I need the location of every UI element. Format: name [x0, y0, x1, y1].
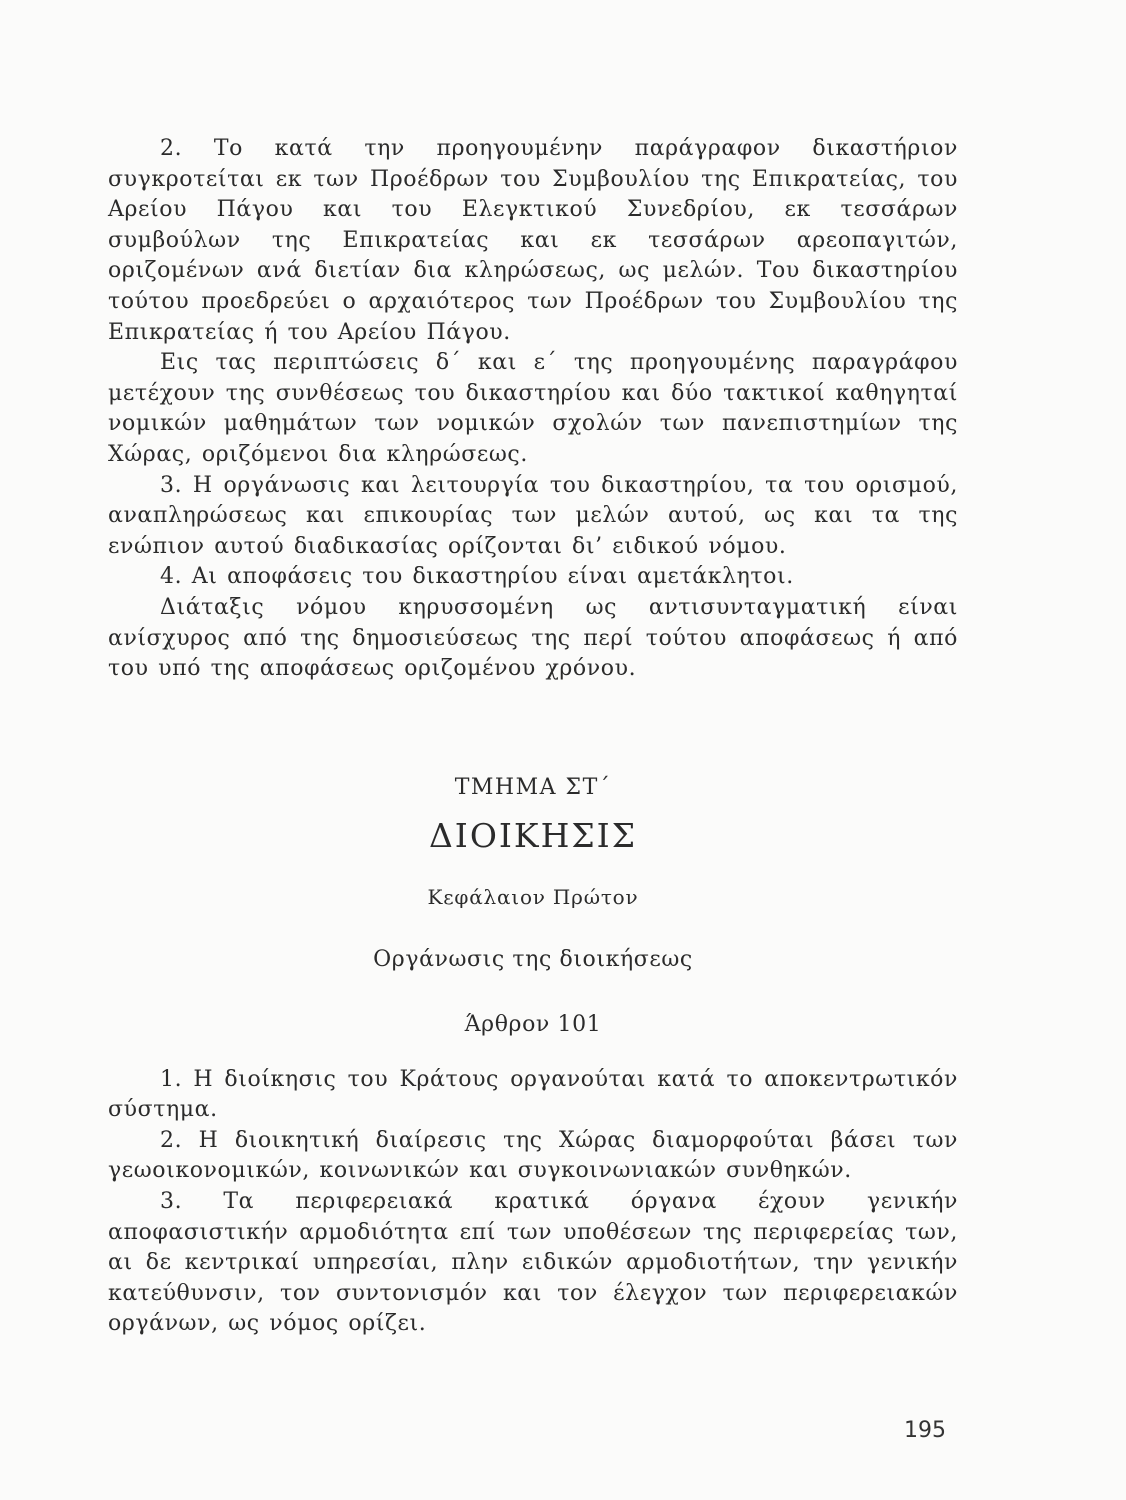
- paragraph-unconstitutional: Διάταξις νόμου κηρυσσομένη ως αντισυνταγματική είναι ανίσχυρος από της δημοσιεύσεως της περί τούτου αποφάσεως ή από του υπό της αποφάσεως οριζομένου χρόνου.: [108, 594, 958, 682]
- article-paragraph-3: 3. Τα περιφερειακά κρατικά όργανα έχουν γενικήν αποφασιστικήν αρμοδιότητα επί των υποθέσεων της περιφερείας των, αι δε κεντρικαί υπηρεσίαι, πλην ειδικών αρμοδιοτήτων, την γενικήν κατεύθυνσιν, τον συντονισμόν και τον έλεγχον των περιφερειακών οργάνων, ως νόμος ορίζει.: [108, 1189, 958, 1337]
- page-content: [108, 134, 958, 1340]
- section-label: ΤΜΗΜΑ ΣΤ΄: [454, 774, 612, 800]
- paragraph-professors: Εις τας περιπτώσεις δ΄ και ε΄ της προηγουμένης παραγράφου μετέχουν της συνθέσεως του δικαστηρίου και δύο τακτικοί καθηγηταί νομικών μαθημάτων των νομικών σχολών των πανεπιστημίων της Χώρας, οριζόμενοι δια κληρώσεως.: [108, 350, 958, 467]
- page-number: 195: [904, 1418, 946, 1443]
- article-paragraph-1: 1. Η διοίκησις του Κράτους οργανούται κατά το αποκεντρωτικόν σύστημα.: [108, 1066, 958, 1123]
- chapter-title: Οργάνωσις της διοικήσεως: [373, 946, 693, 972]
- paragraph-decisions: 4. Αι αποφάσεις του δικαστηρίου είναι αμετάκλητοι.: [160, 564, 794, 590]
- article-paragraph-2: 2. Η διοικητική διαίρεσις της Χώρας διαμορφούται βάσει των γεωοικονομικών, κοινωνικών και συγκοινωνιακών συνθηκών.: [108, 1127, 958, 1184]
- article-heading: Άρθρον 101: [464, 1011, 602, 1037]
- section-title: ΔΙΟΙΚΗΣΙΣ: [428, 815, 638, 855]
- chapter-heading: Κεφάλαιον Πρώτον: [427, 884, 639, 909]
- paragraph-organisation: 3. Η οργάνωσις και λειτουργία του δικαστηρίου, τα του ορισμού, αναπληρώσεως και επικουρίας των μελών αυτού, ως και τα της ενώπιον αυτού διαδικασίας ορίζονται δι’ ειδικού νόμου.: [108, 472, 958, 559]
- article-body: [108, 1065, 958, 1340]
- paragraph-court-composition: 2. Το κατά την προηγουμένην παράγραφον δικαστήριον συγκροτείται εκ των Προέδρων του Συμβουλίου της Επικρατείας, του Αρείου Πάγου και του Ελεγκτικού Συνεδρίου, εκ τεσσάρων συμβούλων της Επικρατείας και εκ τεσσάρων αρεοπαγιτών, οριζομένων ανά διετίαν δια κληρώσεως, ως μελών. Του δικαστηρίου τούτου προεδρεύει ο αρχαιότερος των Προέδρων του Συμβουλίου της Επικρατείας ή του Αρείου Πάγου.: [108, 136, 958, 345]
